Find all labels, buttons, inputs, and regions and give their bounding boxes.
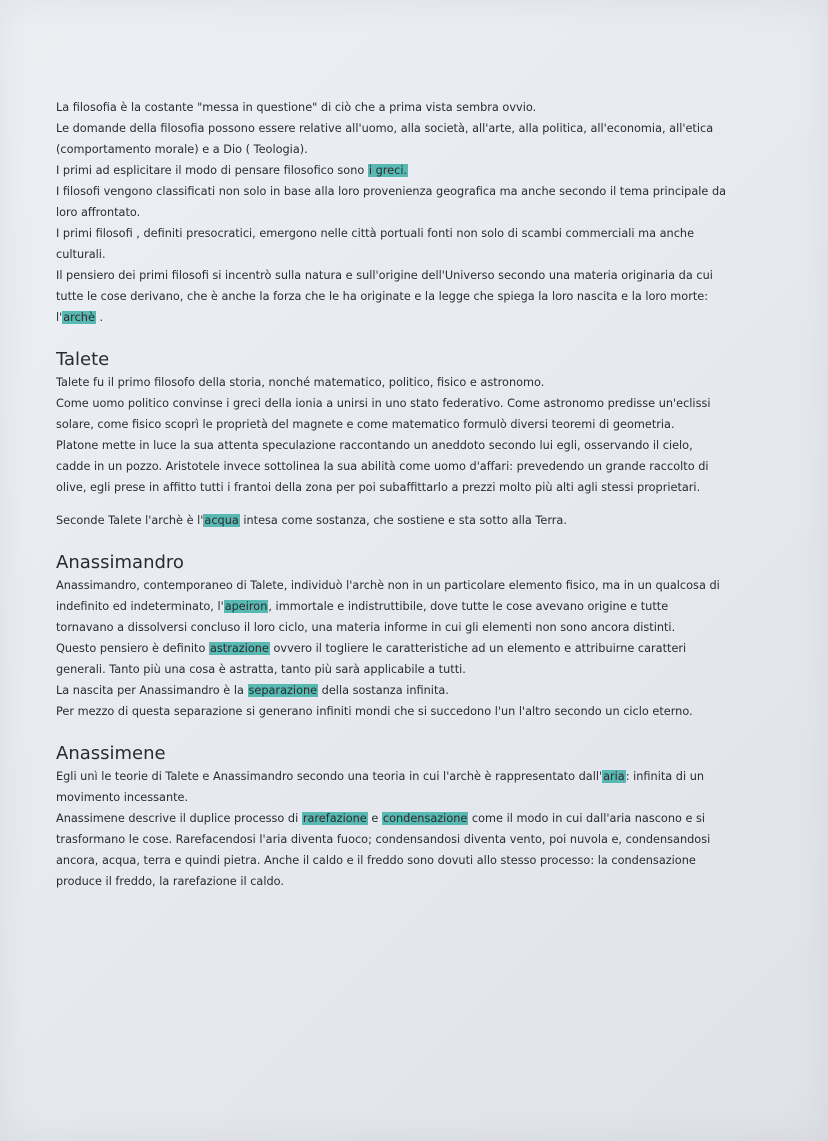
highlight-arche: archè: [63, 311, 95, 324]
document-body: [56, 97, 728, 892]
talete-paragraph-1: Talete fu il primo filosofo della storia, nonché matematico, politico, fisico e astronomo.: [56, 376, 545, 389]
anassimandro-paragraph-2: Questo pensiero è definito astrazione ovvero il togliere le caratteristiche ad un elemento e attribuirne caratteri generali. Tanto più una cosa è astratta, tanto più sarà applicabile a tutti.: [56, 642, 687, 676]
anassimandro-paragraph-3: La nascita per Anassimandro è la separazione della sostanza infinita.: [56, 684, 449, 697]
highlight-apeiron: apeiron: [224, 600, 268, 613]
intro-paragraph-1: La filosofia è la costante "messa in questione" di ciò che a prima vista sembra ovvio.: [56, 101, 537, 114]
anassimene-paragraph-2: Anassimene descrive il duplice processo di rarefazione e condensazione come il modo in cui dall'aria nascono e si trasformano le cose. Rarefacendosi l'aria diventa fuoco; condensandosi diventa vento, poi nuvola e, condensandosi ancora, acqua, terra e quindi pietra. Anche il caldo e il freddo sono dovuti allo stesso processo: la condensazione produce il freddo, la rarefazione il caldo.: [56, 812, 711, 888]
highlight-separazione: separazione: [248, 684, 318, 697]
highlight-aria: aria: [603, 770, 625, 783]
talete-paragraph-3: Platone mette in luce la sua attenta speculazione raccontando un aneddoto secondo lui egli, osservando il cielo, cadde in un pozzo. Aristotele invece sottolinea la sua abilità come uomo d'affari: prevedendo un grande raccolto di olive, egli prese in affitto tutti i frantoi della zona per poi subaffittarlo a prezzi molto più alti agli stessi proprietari.: [56, 439, 709, 494]
highlight-condensazione: condensazione: [382, 812, 468, 825]
section-title-anassimene: Anassimene: [56, 743, 166, 764]
highlight-rarefazione: rarefazione: [302, 812, 367, 825]
talete-paragraph-2: Come uomo politico convinse i greci della ionia a unirsi in uno stato federativo. Come astronomo predisse un'eclissi solare, come fisico scoprì le proprietà del magnete e come matematico formulò diversi teoremi di geometria.: [56, 397, 711, 431]
highlight-greci: i greci.: [368, 164, 408, 177]
intro-paragraph-5: I primi filosofi , definiti presocratici, emergono nelle città portuali fonti non solo di scambi commerciali ma anche culturali.: [56, 227, 695, 261]
intro-paragraph-3: I primi ad esplicitare il modo di pensare filosofico sono i greci.: [56, 164, 408, 177]
talete-paragraph-4: Seconde Talete l'archè è l'acqua intesa come sostanza, che sostiene e sta sotto alla Terra.: [56, 514, 567, 527]
anassimandro-paragraph-4: Per mezzo di questa separazione si generano infiniti mondi che si succedono l'un l'altro secondo un ciclo eterno.: [56, 705, 693, 718]
anassimene-paragraph-1: Egli unì le teorie di Talete e Anassimandro secondo una teoria in cui l'archè è rappresentato dall'aria: infinita di un movimento incessante.: [56, 770, 705, 804]
intro-paragraph-6: Il pensiero dei primi filosofi si incentrò sulla natura e sull'origine dell'Universo secondo una materia originaria da cui tutte le cose derivano, che è anche la forza che le ha originate e la legge che spiega la loro nascita e la loro morte: l'archè .: [56, 269, 713, 324]
section-title-anassimandro: Anassimandro: [56, 552, 184, 573]
section-title-talete: Talete: [56, 349, 110, 370]
intro-paragraph-4: I filosofi vengono classificati non solo in base alla loro provenienza geografica ma anche secondo il tema principale da loro affrontato.: [56, 185, 727, 219]
highlight-astrazione: astrazione: [209, 642, 269, 655]
intro-paragraph-2: Le domande della filosofia possono essere relative all'uomo, alla società, all'arte, alla politica, all'economia, all'etica (comportamento morale) e a Dio ( Teologia).: [56, 122, 714, 156]
anassimandro-paragraph-1: Anassimandro, contemporaneo di Talete, individuò l'archè non in un particolare elemento fisico, ma in un qualcosa di indefinito ed indeterminato, l'apeiron, immortale e indistruttibile, dove tutte le cose avevano origine e tutte tornavano a dissolversi concluso il loro ciclo, una materia informe in cui gli elementi non sono ancora distinti.: [56, 579, 720, 634]
highlight-acqua: acqua: [204, 514, 239, 527]
